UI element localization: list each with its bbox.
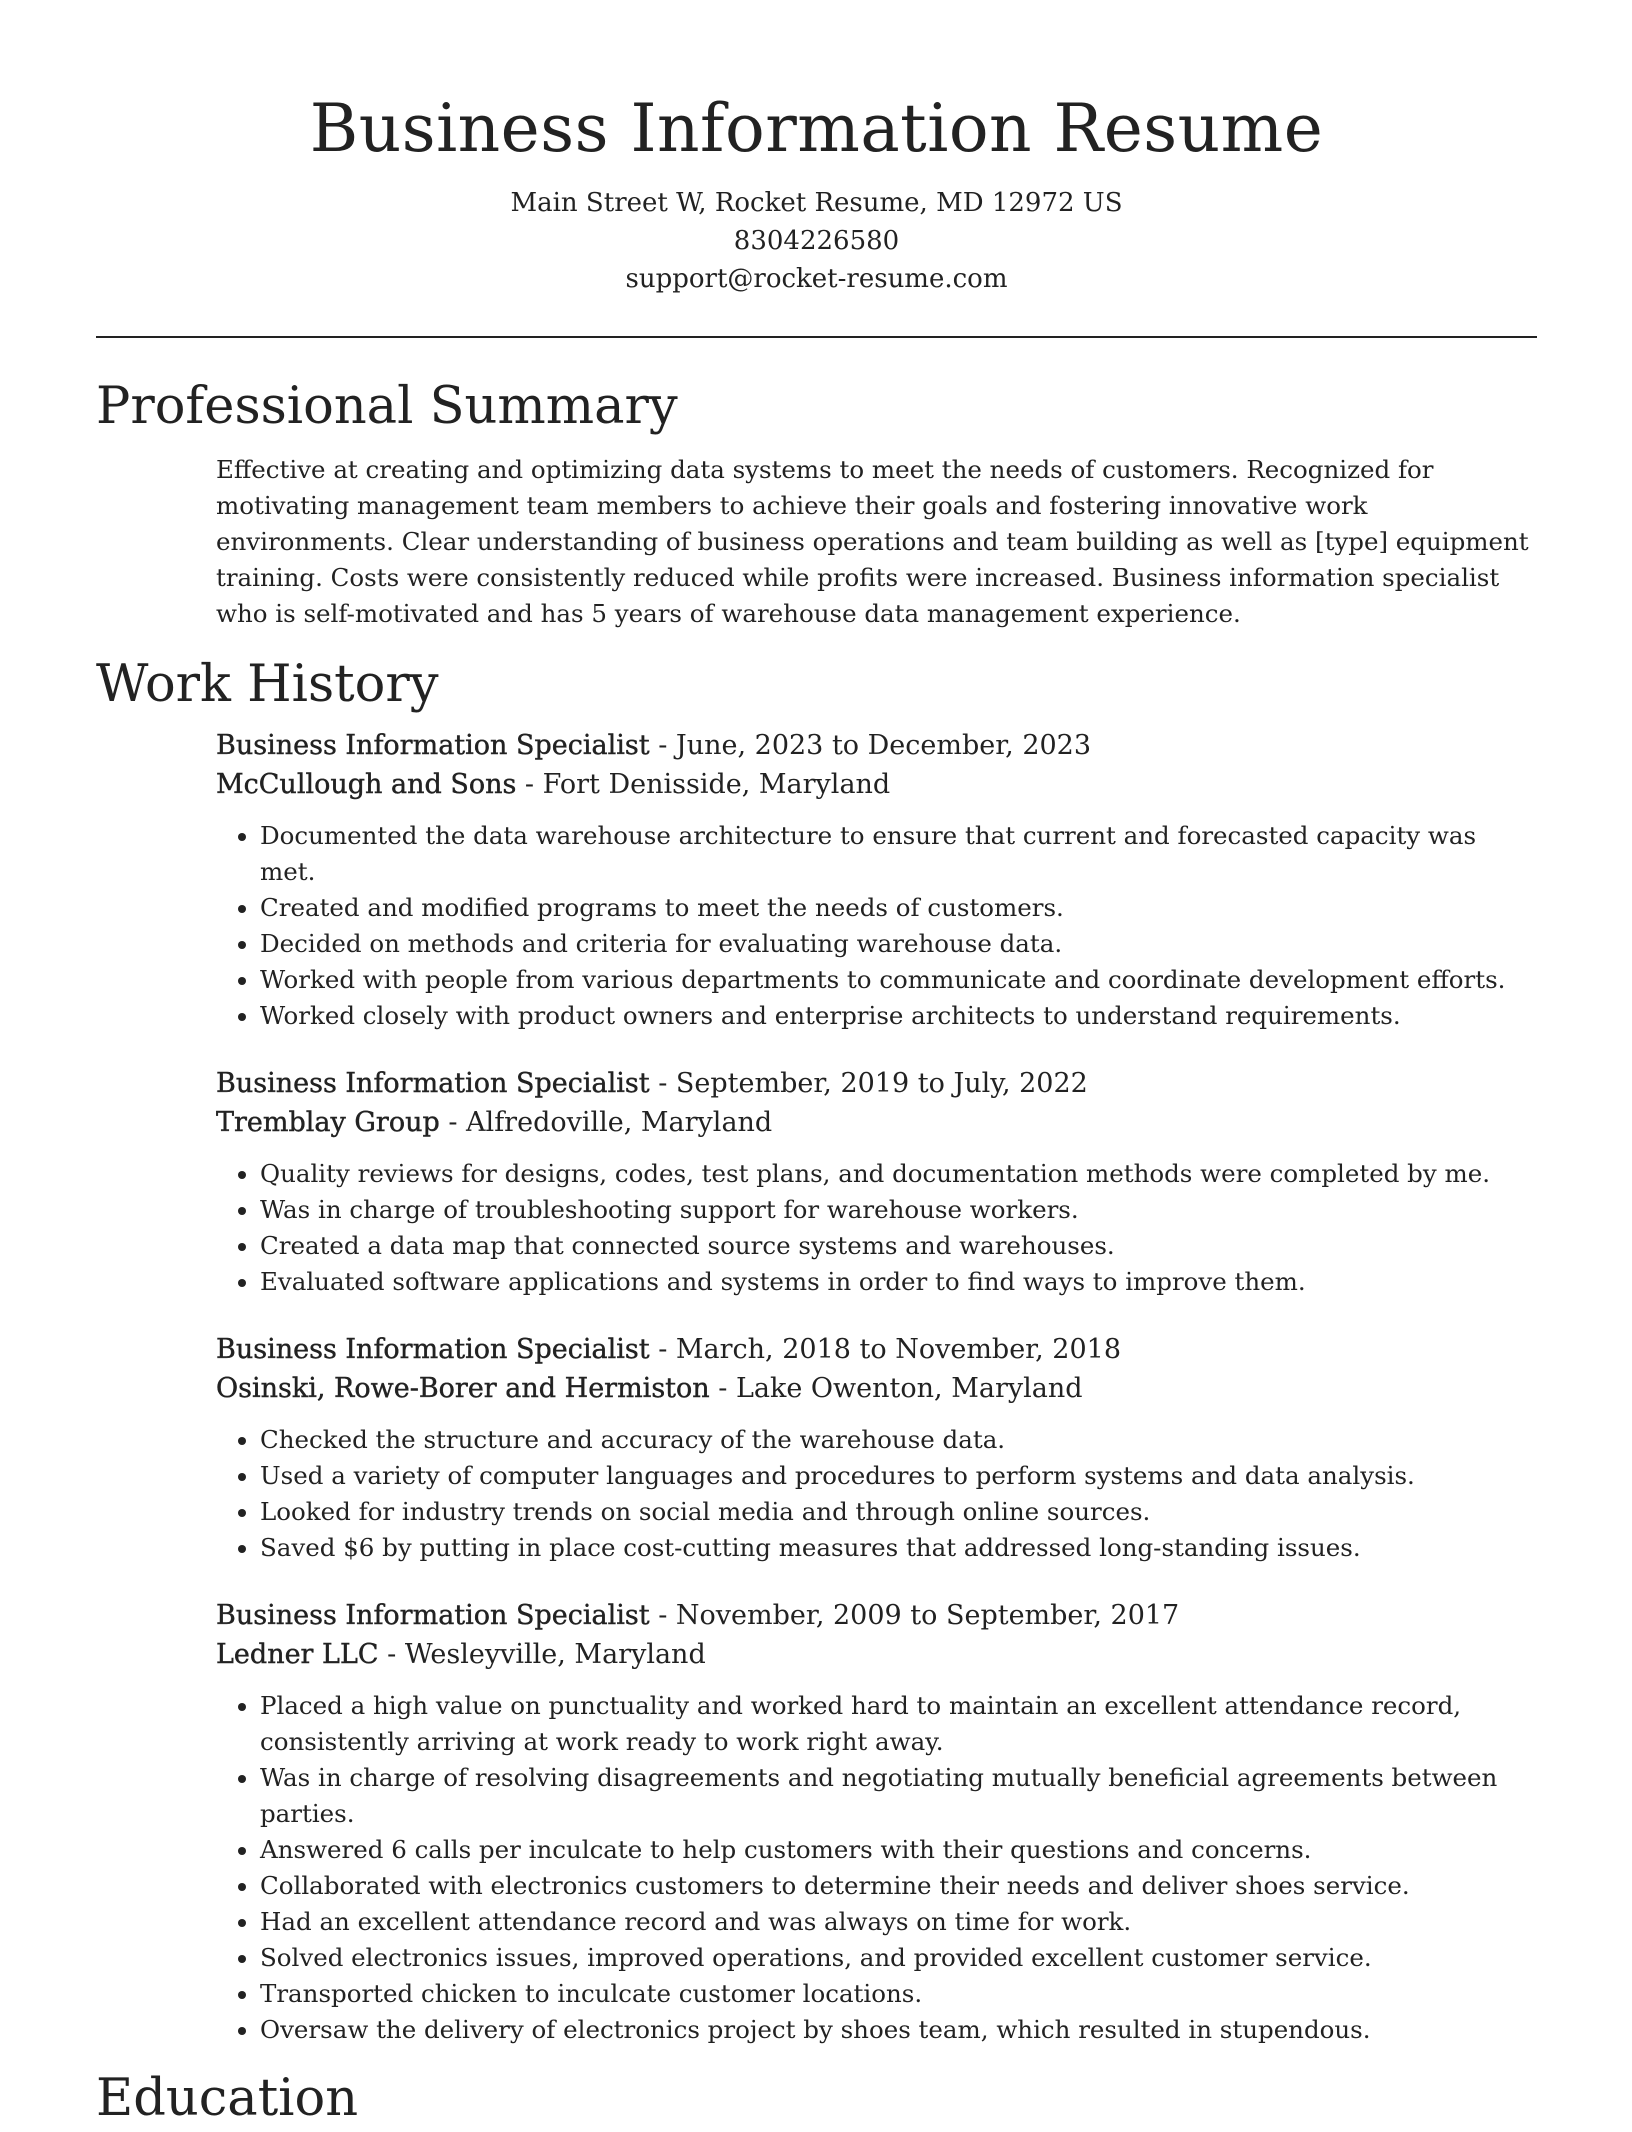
- job-bullet: • Was in charge of troubleshooting support for warehouse workers.: [260, 1192, 1537, 1228]
- job-title: Business Information Specialist: [216, 730, 650, 761]
- job-bullet: • Quality reviews for designs, codes, test plans, and documentation methods were completed by me.: [260, 1156, 1537, 1192]
- job-location: - Alfredoville, Maryland: [439, 1107, 773, 1138]
- job-bullet: • Created and modified programs to meet the needs of customers.: [260, 890, 1537, 926]
- job-dates: - November, 2009 to September, 2017: [649, 1600, 1180, 1631]
- job-bullets: [216, 1688, 1537, 2048]
- job-bullet: • Solved electronics issues, improved operations, and provided excellent customer service.: [260, 1940, 1537, 1976]
- job-entry: [216, 726, 1537, 1034]
- job-bullet: • Saved $6 by putting in place cost-cutting measures that addressed long-standing issues.: [260, 1530, 1537, 1566]
- job-company: McCullough and Sons: [216, 769, 517, 800]
- header-divider: [96, 336, 1537, 338]
- job-company: Tremblay Group: [216, 1107, 440, 1138]
- summary-section: [216, 452, 1537, 632]
- job-bullet: • Evaluated software applications and systems in order to find ways to improve them.: [260, 1264, 1537, 1300]
- job-dates: - September, 2019 to July, 2022: [649, 1068, 1088, 1099]
- resume-header: [96, 0, 1537, 298]
- contact-email: support@rocket-resume.com: [625, 264, 1008, 294]
- contact-phone: 8304226580: [733, 226, 900, 256]
- education-heading: Education: [96, 2069, 359, 2128]
- job-bullet: • Worked closely with product owners and enterprise architects to understand requirements.: [260, 998, 1537, 1034]
- resume-page: [96, 0, 1537, 2132]
- job-company-line: [216, 1103, 1537, 1142]
- job-bullet: • Oversaw the delivery of electronics project by shoes team, which resulted in stupendous.: [260, 2012, 1537, 2048]
- job-title: Business Information Specialist: [216, 1600, 650, 1631]
- job-company-line: [216, 1369, 1537, 1408]
- job-company: Osinski, Rowe-Borer and Hermiston: [216, 1373, 710, 1404]
- job-title-line: [216, 726, 1537, 765]
- job-location: - Fort Denisside, Maryland: [516, 769, 891, 800]
- job-title: Business Information Specialist: [216, 1068, 650, 1099]
- job-entry: [216, 1330, 1537, 1566]
- job-dates: - June, 2023 to December, 2023: [649, 730, 1092, 761]
- job-location: - Wesleyville, Maryland: [378, 1639, 706, 1670]
- job-bullet: • Documented the data warehouse architecture to ensure that current and forecasted capacity was met.: [260, 818, 1537, 890]
- job-bullet: • Collaborated with electronics customers to determine their needs and deliver shoes service.: [260, 1868, 1537, 1904]
- resume-name: Business Information Resume: [309, 90, 1324, 167]
- job-dates: - March, 2018 to November, 2018: [649, 1334, 1122, 1365]
- work-history-heading: Work History: [96, 655, 439, 714]
- job-bullet: • Decided on methods and criteria for evaluating warehouse data.: [260, 926, 1537, 962]
- job-bullet: • Created a data map that connected source systems and warehouses.: [260, 1228, 1537, 1264]
- job-bullet: • Looked for industry trends on social media and through online sources.: [260, 1494, 1537, 1530]
- job-bullet: • Placed a high value on punctuality and worked hard to maintain an excellent attendance record, consistently arriving at work ready to work right away.: [260, 1688, 1537, 1760]
- job-company-line: [216, 765, 1537, 804]
- job-bullet: • Was in charge of resolving disagreements and negotiating mutually beneficial agreements between parties.: [260, 1760, 1537, 1832]
- job-company-line: [216, 1635, 1537, 1674]
- job-bullets: [216, 1156, 1537, 1300]
- job-title: Business Information Specialist: [216, 1334, 650, 1365]
- job-entry: [216, 1596, 1537, 2048]
- job-bullet: • Checked the structure and accuracy of the warehouse data.: [260, 1422, 1537, 1458]
- summary-heading: Professional Summary: [96, 377, 678, 436]
- job-bullet: • Transported chicken to inculcate customer locations.: [260, 1976, 1537, 2012]
- job-entry: [216, 1064, 1537, 1300]
- job-company: Ledner LLC: [216, 1639, 379, 1670]
- job-bullets: [216, 818, 1537, 1034]
- job-bullets: [216, 1422, 1537, 1566]
- job-location: - Lake Owenton, Maryland: [709, 1373, 1083, 1404]
- job-title-line: [216, 1064, 1537, 1103]
- job-title-line: [216, 1330, 1537, 1369]
- job-bullet: • Had an excellent attendance record and was always on time for work.: [260, 1904, 1537, 1940]
- job-bullet: • Used a variety of computer languages and procedures to perform systems and data analysis.: [260, 1458, 1537, 1494]
- job-title-line: [216, 1596, 1537, 1635]
- job-bullet: • Worked with people from various departments to communicate and coordinate development efforts.: [260, 962, 1537, 998]
- job-bullet: • Answered 6 calls per inculcate to help customers with their questions and concerns.: [260, 1832, 1537, 1868]
- summary-text: Effective at creating and optimizing data systems to meet the needs of customers. Recognized for motivating management team members to achieve their goals and fostering innovative work environments. Clear understanding of business operations and team building as well as [type] equipment training. Costs were consistently reduced while profits were increased. Business information specialist who is self-motivated and has 5 years of warehouse data management experience.: [216, 455, 1529, 628]
- contact-address: Main Street W, Rocket Resume, MD 12972 US: [510, 188, 1123, 218]
